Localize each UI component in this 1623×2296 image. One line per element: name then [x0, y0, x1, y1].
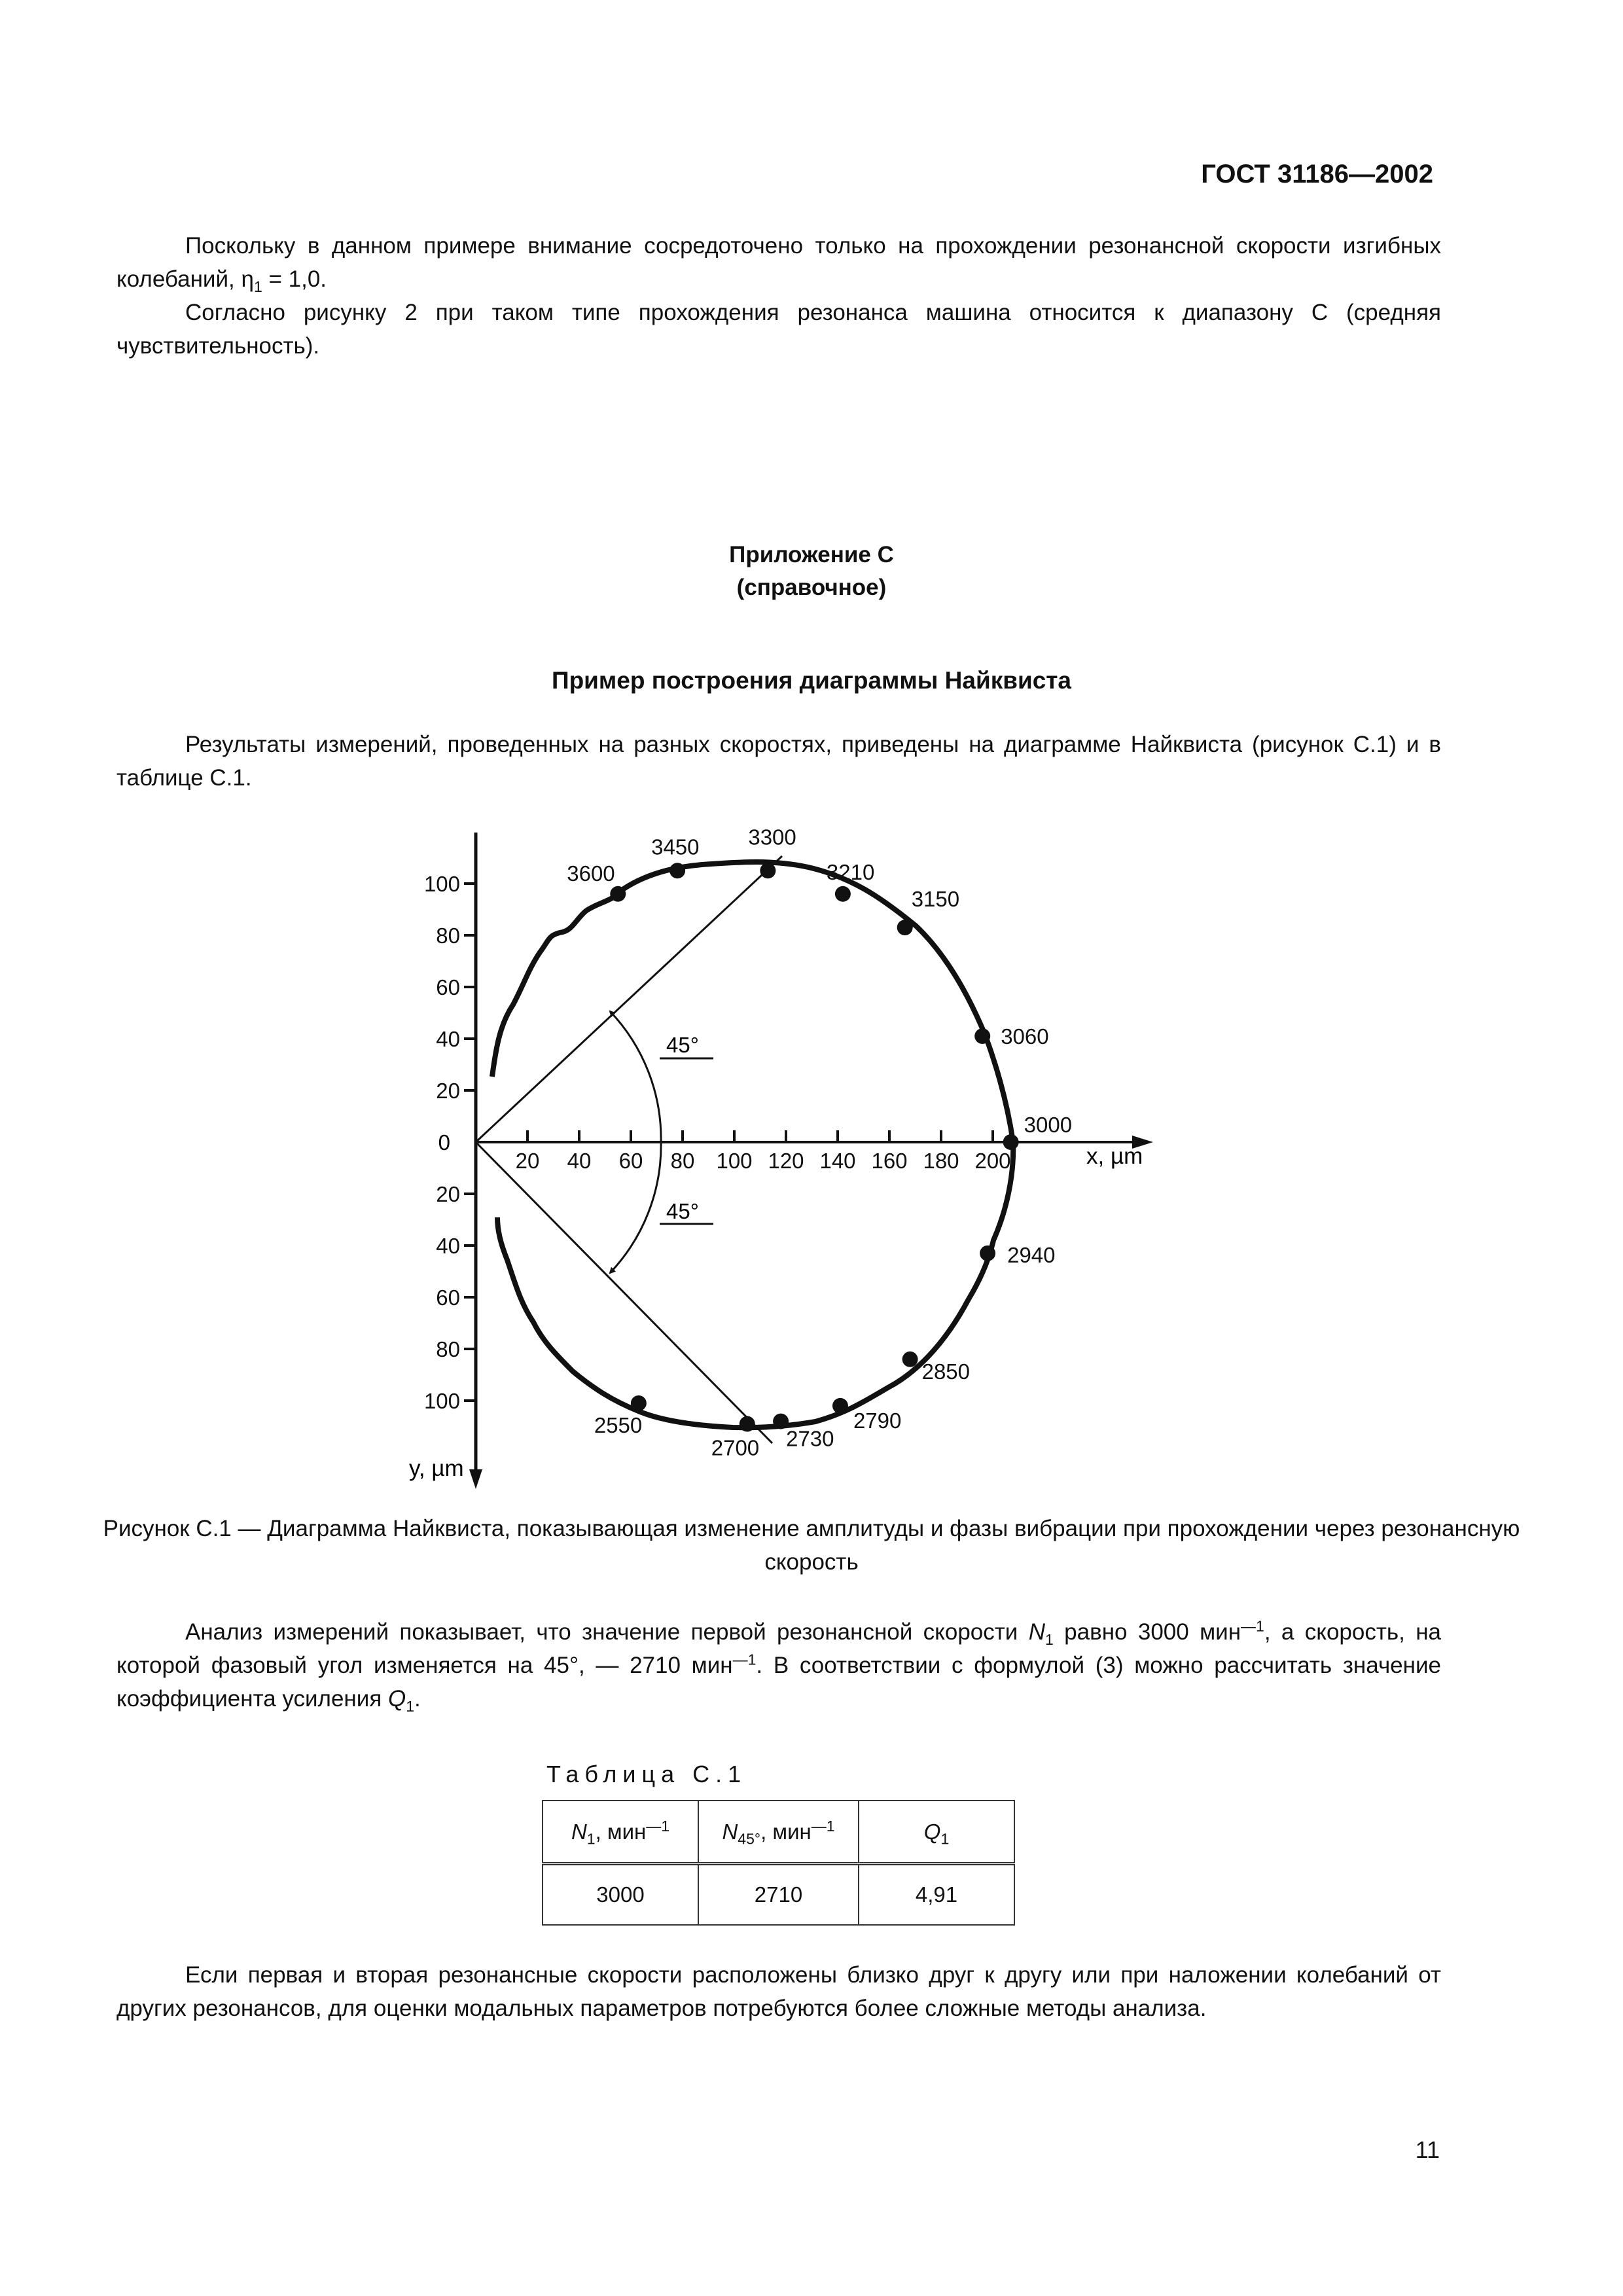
- data-point: [832, 1398, 848, 1414]
- y-tick-label: 60: [436, 975, 460, 999]
- table-header-row: [543, 1801, 1014, 1864]
- y-tick-label: 20: [436, 1079, 460, 1103]
- x-tick-label: 80: [670, 1149, 695, 1173]
- intro-paragraph-2: Согласно рисунку 2 при таком типе прохождения резонанса машина относится к диапазону С (средняя чувствительность).: [116, 300, 1441, 359]
- point-label: 3150: [911, 887, 960, 912]
- appendix-heading: Пример построения диаграммы Найквиста: [551, 667, 1072, 694]
- y-tick-label: 20: [436, 1182, 460, 1206]
- phase-line-upper: [476, 856, 782, 1142]
- x-tick-label: 160: [871, 1149, 908, 1173]
- nyquist-curve: [492, 859, 1013, 1427]
- y-tick-label: 100: [423, 872, 460, 896]
- data-point: [974, 1028, 990, 1044]
- point-label: 2700: [711, 1435, 760, 1460]
- point-label: 2850: [921, 1359, 971, 1384]
- point-label: 2550: [594, 1412, 643, 1437]
- header-n45: $N_{45^\circ}$, мин$^{—1}$: [698, 1801, 859, 1864]
- x-tick-label: 40: [567, 1149, 592, 1173]
- y-axis-label: y, µm: [409, 1456, 464, 1481]
- data-point: [669, 863, 685, 878]
- angle-label-lower: 45°: [666, 1199, 699, 1223]
- y-tick-label: 80: [436, 924, 460, 948]
- page-number: 11: [1415, 2136, 1440, 2163]
- table-label: Таблица С.1: [546, 1761, 747, 1787]
- analysis-paragraph: Анализ измерений показывает, что значение первой резонансной скорости $N_1$ равно 3000 мин$^{—1}$, а скорость, на которой фазовый угол изменяется на 45°, — 2710 мин$^{—1}$. В соответствии с формулой (3) можно рассчитать значение коэффициента усиления $Q_1$.: [116, 1617, 1442, 1715]
- x-axis-label: x, µm: [1086, 1143, 1143, 1169]
- point-label: 3060: [1001, 1024, 1049, 1049]
- y-tick-label: 40: [436, 1234, 460, 1258]
- point-label: 3300: [748, 825, 796, 850]
- y-axis-arrow: [469, 1469, 482, 1489]
- intro-paragraph-1: Поскольку в данном примере внимание сосредоточено только на прохождении резонансной скорости изгибных колебаний, $\eta_1 = 1,0$.: [116, 233, 1441, 295]
- data-point: [980, 1246, 995, 1261]
- point-label: 3600: [567, 861, 615, 886]
- point-label: 2730: [786, 1426, 834, 1451]
- data-point: [897, 920, 913, 935]
- data-point: [1003, 1134, 1019, 1150]
- results-table: [542, 1800, 1015, 1926]
- point-label: 2790: [853, 1408, 902, 1433]
- cell-n45: 2710: [698, 1864, 859, 1926]
- appendix-kind: (справочное): [736, 575, 887, 600]
- y-tick-label: 40: [436, 1027, 460, 1051]
- data-point: [631, 1395, 647, 1411]
- data-point: [740, 1416, 755, 1432]
- point-label: 3000: [1024, 1113, 1073, 1137]
- cell-n1: 3000: [543, 1864, 698, 1926]
- header-q1: $Q_1$: [859, 1801, 1014, 1864]
- point-label: 3210: [826, 859, 875, 884]
- table-row: [543, 1864, 1014, 1926]
- x-tick-label: 100: [716, 1149, 753, 1173]
- x-tick-label: 20: [515, 1149, 540, 1173]
- angle-arc-upper: [610, 1011, 661, 1142]
- data-point: [610, 886, 626, 902]
- figure-caption: Рисунок С.1 — Диаграмма Найквиста, показывающая изменение амплитуды и фазы вибрации при прохождении через резонансную скорость: [103, 1516, 1520, 1575]
- point-label: 3450: [651, 834, 700, 859]
- data-point: [902, 1352, 918, 1367]
- angle-label-upper: 45°: [666, 1033, 699, 1057]
- data-point: [760, 863, 776, 878]
- x-tick-label: 120: [768, 1149, 804, 1173]
- results-paragraph: Результаты измерений, проведенных на разных скоростях, приведены на диаграмме Найквиста (рисунок С.1) и в таблице С.1.: [116, 732, 1441, 791]
- y-tick-label: 60: [436, 1285, 460, 1310]
- cell-q1: 4,91: [859, 1864, 1014, 1926]
- closing-paragraph: Если первая и вторая резонансные скорости расположены близко друг к другу или при наложении колебаний от других резонансов, для оценки модальных параметров потребуются более сложные методы анализа.: [116, 1962, 1441, 2021]
- appendix-title: Приложение С: [729, 542, 894, 567]
- header-n1: $N_1$, мин$^{—1}$: [543, 1801, 698, 1864]
- origin-label: 0: [438, 1130, 450, 1155]
- y-tick-label: 100: [423, 1389, 460, 1413]
- x-tick-label: 140: [819, 1149, 856, 1173]
- y-tick-label: 80: [436, 1337, 460, 1361]
- point-label: 2940: [1007, 1242, 1056, 1267]
- x-tick-label: 200: [974, 1149, 1011, 1173]
- x-tick-label: 180: [923, 1149, 959, 1173]
- x-tick-label: 60: [618, 1149, 643, 1173]
- data-point: [835, 886, 851, 902]
- standard-number: ГОСТ 31186—2002: [1201, 160, 1433, 188]
